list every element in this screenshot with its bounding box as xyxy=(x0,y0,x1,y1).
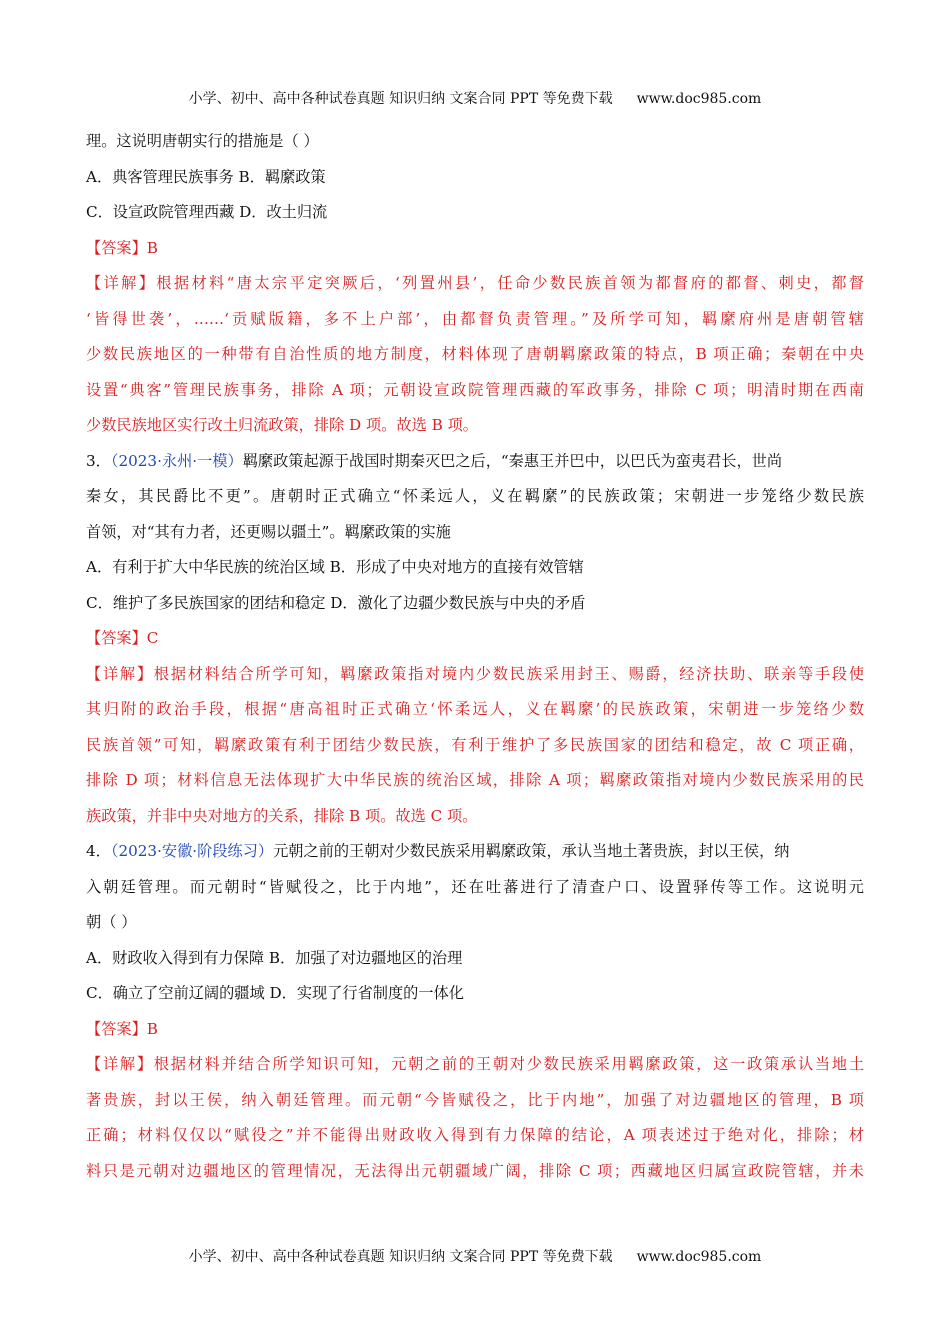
q4-stem-line: 朝（ ） xyxy=(86,913,137,931)
q3-source: （2023·永州·一模） xyxy=(110,451,243,470)
page-footer xyxy=(0,1246,950,1266)
page-header xyxy=(0,88,950,108)
q2-option-ab: A．典客管理民族事务 B．羁縻政策 xyxy=(86,167,326,186)
q4-explain-line: 【详解】根据材料并结合所学知识可知，元朝之前的王朝对少数民族采用羁縻政策，这一政策承认当地土 xyxy=(86,1055,864,1073)
q3-stem-first xyxy=(86,444,864,480)
q4-number: 4． xyxy=(86,842,111,860)
q4-explain-line: 著贵族，封以王侯，纳入朝廷管理。而元朝“今皆赋役之，比于内地”，加强了对边疆地区的管理，B 项 xyxy=(86,1090,864,1109)
q3-stem-line: 首领，对“其有力者，还更赐以疆土”。羁縻政策的实施 xyxy=(86,522,451,541)
document-body xyxy=(86,124,864,1189)
q3-explain-line: 其归附的政治手段，根据“唐高祖时正式确立‘怀柔远人，义在羁縻’的民族政策，宋朝进一步笼络少数 xyxy=(86,700,864,718)
q3-explain-line: 族政策，并非中央对地方的关系，排除 B 项。故选 C 项。 xyxy=(86,806,478,825)
q3-explain-line: 【详解】根据材料结合所学可知，羁縻政策指对境内少数民族采用封王、赐爵，经济扶助、联亲等手段使 xyxy=(86,664,864,683)
question-3 xyxy=(86,444,864,835)
footer-text: 小学、初中、高中各种试卷真题 知识归纳 文案合同 PPT 等免费下载 xyxy=(188,1249,613,1265)
q3-explain-line: 排除 D 项；材料信息无法体现扩大中华民族的统治区域，排除 A 项；羁縻政策指对境内少数民族采用的民 xyxy=(86,771,864,789)
q2-explain-line: ‘皆得世袭’，……‘贡赋版籍，多不上户部’，由都督负责管理。”及所学可知，羁縻府州是唐朝管辖 xyxy=(86,309,864,328)
q4-option-cd: C．确立了空前辽阔的疆域 D．实现了行省制度的一体化 xyxy=(86,984,464,1002)
q4-stem-text: 元朝之前的王朝对少数民族采用羁縻政策，承认当地土著贵族，封以王侯，纳 xyxy=(273,842,790,860)
header-url[interactable]: www.doc985.com xyxy=(636,91,762,107)
footer-url[interactable]: www.doc985.com xyxy=(636,1249,762,1265)
q4-stem-line: 入朝廷管理。而元朝时“皆赋役之，比于内地”，还在吐蕃进行了清查户口、设置驿传等工作。这说明元 xyxy=(86,877,864,896)
q4-explain-line: 料只是元朝对边疆地区的管理情况，无法得出元朝疆域广阔，排除 C 项；西藏地区归属宣政院管辖，并未 xyxy=(86,1161,864,1180)
q4-option-ab: A．财政收入得到有力保障 B．加强了对边疆地区的治理 xyxy=(86,948,463,967)
q3-number: 3． xyxy=(86,451,111,470)
q4-answer: 【答案】B xyxy=(86,1019,158,1038)
q4-source: （2023·安徽·阶段练习） xyxy=(110,842,274,860)
q4-stem-first xyxy=(86,834,864,870)
q2-explain-line: 少数民族地区的一种带有自治性质的地方制度，材料体现了唐朝羁縻政策的特点，B 项正确；秦朝在中央 xyxy=(86,345,864,363)
q3-explain-line: 民族首领”可知，羁縻政策有利于团结少数民族，有利于维护了多民族国家的团结和稳定，故 C 项正确， xyxy=(86,735,864,754)
q3-answer: 【答案】C xyxy=(86,629,159,647)
q2-explain-line: 【详解】根据材料“唐太宗平定突厥后，‘列置州县’，任命少数民族首领为都督府的都督、刺史，都督 xyxy=(86,274,864,292)
question-2 xyxy=(86,124,864,444)
q3-option-ab: A．有利于扩大中华民族的统治区域 B．形成了中央对地方的直接有效管辖 xyxy=(86,558,584,576)
q3-option-cd: C．维护了多民族国家的团结和稳定 D．激化了边疆少数民族与中央的矛盾 xyxy=(86,593,586,612)
q3-stem-line: 秦女，其民爵比不更”。唐朝时正式确立“怀柔远人，义在羁縻”的民族政策；宋朝进一步笼络少数民族 xyxy=(86,487,864,505)
q2-explain-line: 少数民族地区实行改土归流政策，排除 D 项。故选 B 项。 xyxy=(86,416,478,434)
q2-answer: 【答案】B xyxy=(86,238,158,257)
q2-stem-tail: 理。这说明唐朝实行的措施是（ ） xyxy=(86,132,319,150)
q4-explain-line: 正确；材料仅仅以“赋役之”并不能得出财政收入得到有力保障的结论，A 项表述过于绝对化，排除；材 xyxy=(86,1126,864,1144)
header-text: 小学、初中、高中各种试卷真题 知识归纳 文案合同 PPT 等免费下载 xyxy=(188,91,613,107)
q3-stem-text: 羁縻政策起源于战国时期秦灭巴之后，“秦惠王并巴中，以巴氏为蛮夷君长，世尚 xyxy=(242,451,783,470)
question-4 xyxy=(86,834,864,1189)
q2-explain-line: 设置“典客”管理民族事务，排除 A 项；元朝设宣政院管理西藏的军政事务，排除 C 项；明清时期在西南 xyxy=(86,380,864,399)
q2-option-cd: C．设宣政院管理西藏 D．改土归流 xyxy=(86,203,328,221)
